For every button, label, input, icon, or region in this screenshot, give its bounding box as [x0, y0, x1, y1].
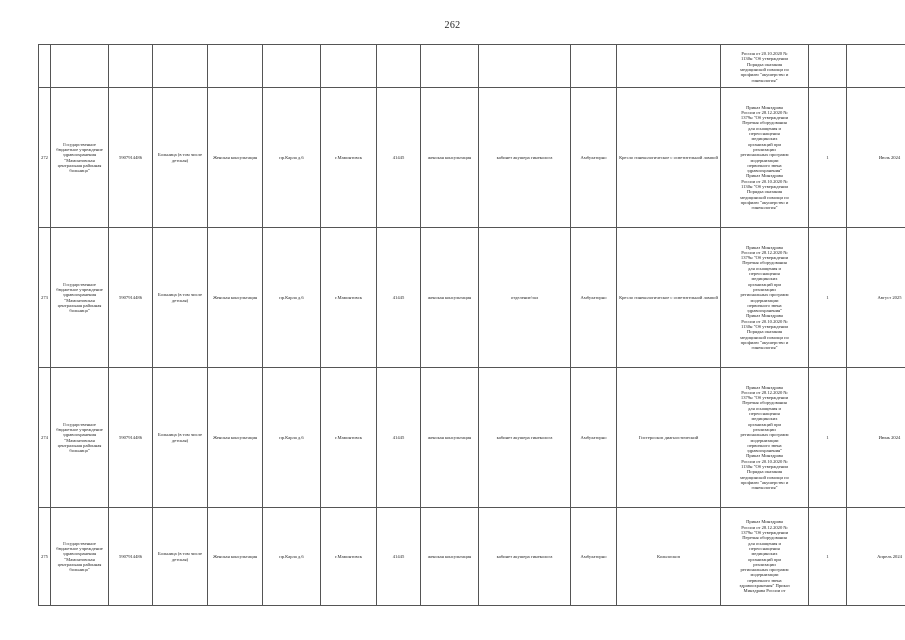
- equipment-cell: Кресло гинекологическое с осветительной лампой: [617, 228, 721, 368]
- facility-type-cell: Больница (в том числе детская): [153, 228, 208, 368]
- room-cell: кабинет акушера гинеколога: [479, 88, 571, 228]
- city-cell: г.Мамонтовск: [321, 88, 377, 228]
- table-row: [39, 508, 905, 606]
- facility-type-cell: Больница (в том числе детская): [153, 508, 208, 606]
- city-cell: г.Мамонтовск: [321, 368, 377, 508]
- organization-cell: Государственное бюджетное учреждение здравоохранения "Мамонтовская центральная районная больница": [51, 368, 109, 508]
- room-cell: кабинет акушера гинеколога: [479, 508, 571, 606]
- department-cell: женская консультация: [421, 368, 479, 508]
- city-cell: [321, 45, 377, 88]
- department-cell: женская консультация: [421, 508, 479, 606]
- room-cell: кабинет акушера гинеколога: [479, 368, 571, 508]
- facility-type-cell: Больница (в том числе детская): [153, 368, 208, 508]
- inn-cell: 5907914486: [109, 508, 153, 606]
- unit-cell: Женская консультация: [208, 228, 263, 368]
- address-cell: пр.Карла д.6: [263, 508, 321, 606]
- code-cell: 41445: [377, 88, 421, 228]
- basis-cell: [721, 368, 809, 508]
- table-row: [39, 88, 905, 228]
- row-number: 272: [39, 88, 51, 228]
- inn-cell: 5907914486: [109, 88, 153, 228]
- equipment-cell: Кресло гинекологическое с осветительной лампой: [617, 88, 721, 228]
- code-cell: 41445: [377, 228, 421, 368]
- care-conditions-cell: Амбулаторно: [571, 88, 617, 228]
- basis-text: Россия от 20.10.2020 № 1130н "Об утверждении Порядка оказания медицинской помощи по профилю "акушерство и гинекология": [740, 51, 789, 83]
- equipment-register-table: [38, 44, 905, 606]
- row-number: [39, 45, 51, 88]
- code-cell: 41445: [377, 508, 421, 606]
- organization-cell: Государственное бюджетное учреждение здравоохранения "Мамонтовская центральная районная больница": [51, 508, 109, 606]
- city-cell: г.Мамонтовск: [321, 508, 377, 606]
- room-cell: [479, 45, 571, 88]
- code-cell: [377, 45, 421, 88]
- basis-text: Приказ Минздрава России от 28.12.2020 № 1379н "Об утверждении Перечня оборудования для оснащения и переоснащения медицинских организаций при реализации региональных программ модернизации первичного звена здравоохранения" Приказ Минздрава России от 20.10.2020 № 1130н "Об утверждении Порядка оказания медицинской помощи по профилю "акушерство и гинекология": [740, 244, 789, 351]
- basis-cell: [721, 88, 809, 228]
- table-row: [39, 228, 905, 368]
- date-cell: Июль 2024: [847, 88, 905, 228]
- equipment-cell: Гистероскоп диагностический: [617, 368, 721, 508]
- care-conditions-cell: [571, 45, 617, 88]
- care-conditions-cell: Амбулаторно: [571, 228, 617, 368]
- city-cell: г.Мамонтовск: [321, 228, 377, 368]
- department-cell: женская консультация: [421, 228, 479, 368]
- care-conditions-cell: Амбулаторно: [571, 508, 617, 606]
- basis-cell: [721, 45, 809, 88]
- basis-cell: [721, 228, 809, 368]
- table-row: [39, 368, 905, 508]
- address-cell: [263, 45, 321, 88]
- basis-text: Приказ Минздрава России от 28.12.2020 № 1379н "Об утверждении Перечня оборудования для оснащения и переоснащения медицинских организаций при реализации региональных программ модернизации первичного звена здравоохранения" Приказ Минздрава России от 20.10.2020 № 1130н "Об утверждении Порядка оказания медицинской помощи по профилю "акушерство и гинекология": [740, 384, 789, 491]
- quantity-cell: 1: [809, 88, 847, 228]
- organization-cell: Государственное бюджетное учреждение здравоохранения "Мамонтовская центральная районная больница": [51, 88, 109, 228]
- inn-cell: 5907914486: [109, 368, 153, 508]
- unit-cell: [208, 45, 263, 88]
- unit-cell: Женская консультация: [208, 88, 263, 228]
- quantity-cell: 1: [809, 508, 847, 606]
- date-cell: Август 2025: [847, 228, 905, 368]
- row-number: 273: [39, 228, 51, 368]
- facility-type-cell: Больница (в том числе детская): [153, 88, 208, 228]
- date-cell: [847, 45, 905, 88]
- address-cell: пр.Карла д.6: [263, 368, 321, 508]
- code-cell: 41445: [377, 368, 421, 508]
- basis-text: Приказ Минздрава России от 28.12.2020 № 1379н "Об утверждении Перечня оборудования для оснащения и переоснащения медицинских организаций при реализации региональных программ модернизации первичного звена здравоохранения" Приказ Минздрава России от: [739, 519, 790, 594]
- equipment-cell: [617, 45, 721, 88]
- date-cell: Июнь 2024: [847, 368, 905, 508]
- organization-cell: Государственное бюджетное учреждение здравоохранения "Мамонтовская центральная районная больница": [51, 228, 109, 368]
- quantity-cell: 1: [809, 368, 847, 508]
- room-cell: отделение/зал: [479, 228, 571, 368]
- inn-cell: 5907914486: [109, 228, 153, 368]
- row-number: 275: [39, 508, 51, 606]
- department-cell: женская консультация: [421, 88, 479, 228]
- care-conditions-cell: Амбулаторно: [571, 368, 617, 508]
- unit-cell: Женская консультация: [208, 508, 263, 606]
- page-number: 262: [444, 20, 461, 31]
- basis-cell: [721, 508, 809, 606]
- quantity-cell: [809, 45, 847, 88]
- department-cell: [421, 45, 479, 88]
- equipment-cell: Кольпоскоп: [617, 508, 721, 606]
- table-row: [39, 45, 905, 88]
- basis-text: Приказ Минздрава России от 28.12.2020 № 1379н "Об утверждении Перечня оборудования для оснащения и переоснащения медицинских организаций при реализации региональных программ модернизации первичного звена здравоохранения" Приказ Минздрава России от 20.10.2020 № 1130н "Об утверждении Порядка оказания медицинской помощи по профилю "акушерство и гинекология": [740, 104, 789, 211]
- date-cell: Апрель 2024: [847, 508, 905, 606]
- address-cell: пр.Карла д.6: [263, 88, 321, 228]
- unit-cell: Женская консультация: [208, 368, 263, 508]
- organization-cell: [51, 45, 109, 88]
- quantity-cell: 1: [809, 228, 847, 368]
- facility-type-cell: [153, 45, 208, 88]
- inn-cell: [109, 45, 153, 88]
- row-number: 274: [39, 368, 51, 508]
- address-cell: пр.Карла д.6: [263, 228, 321, 368]
